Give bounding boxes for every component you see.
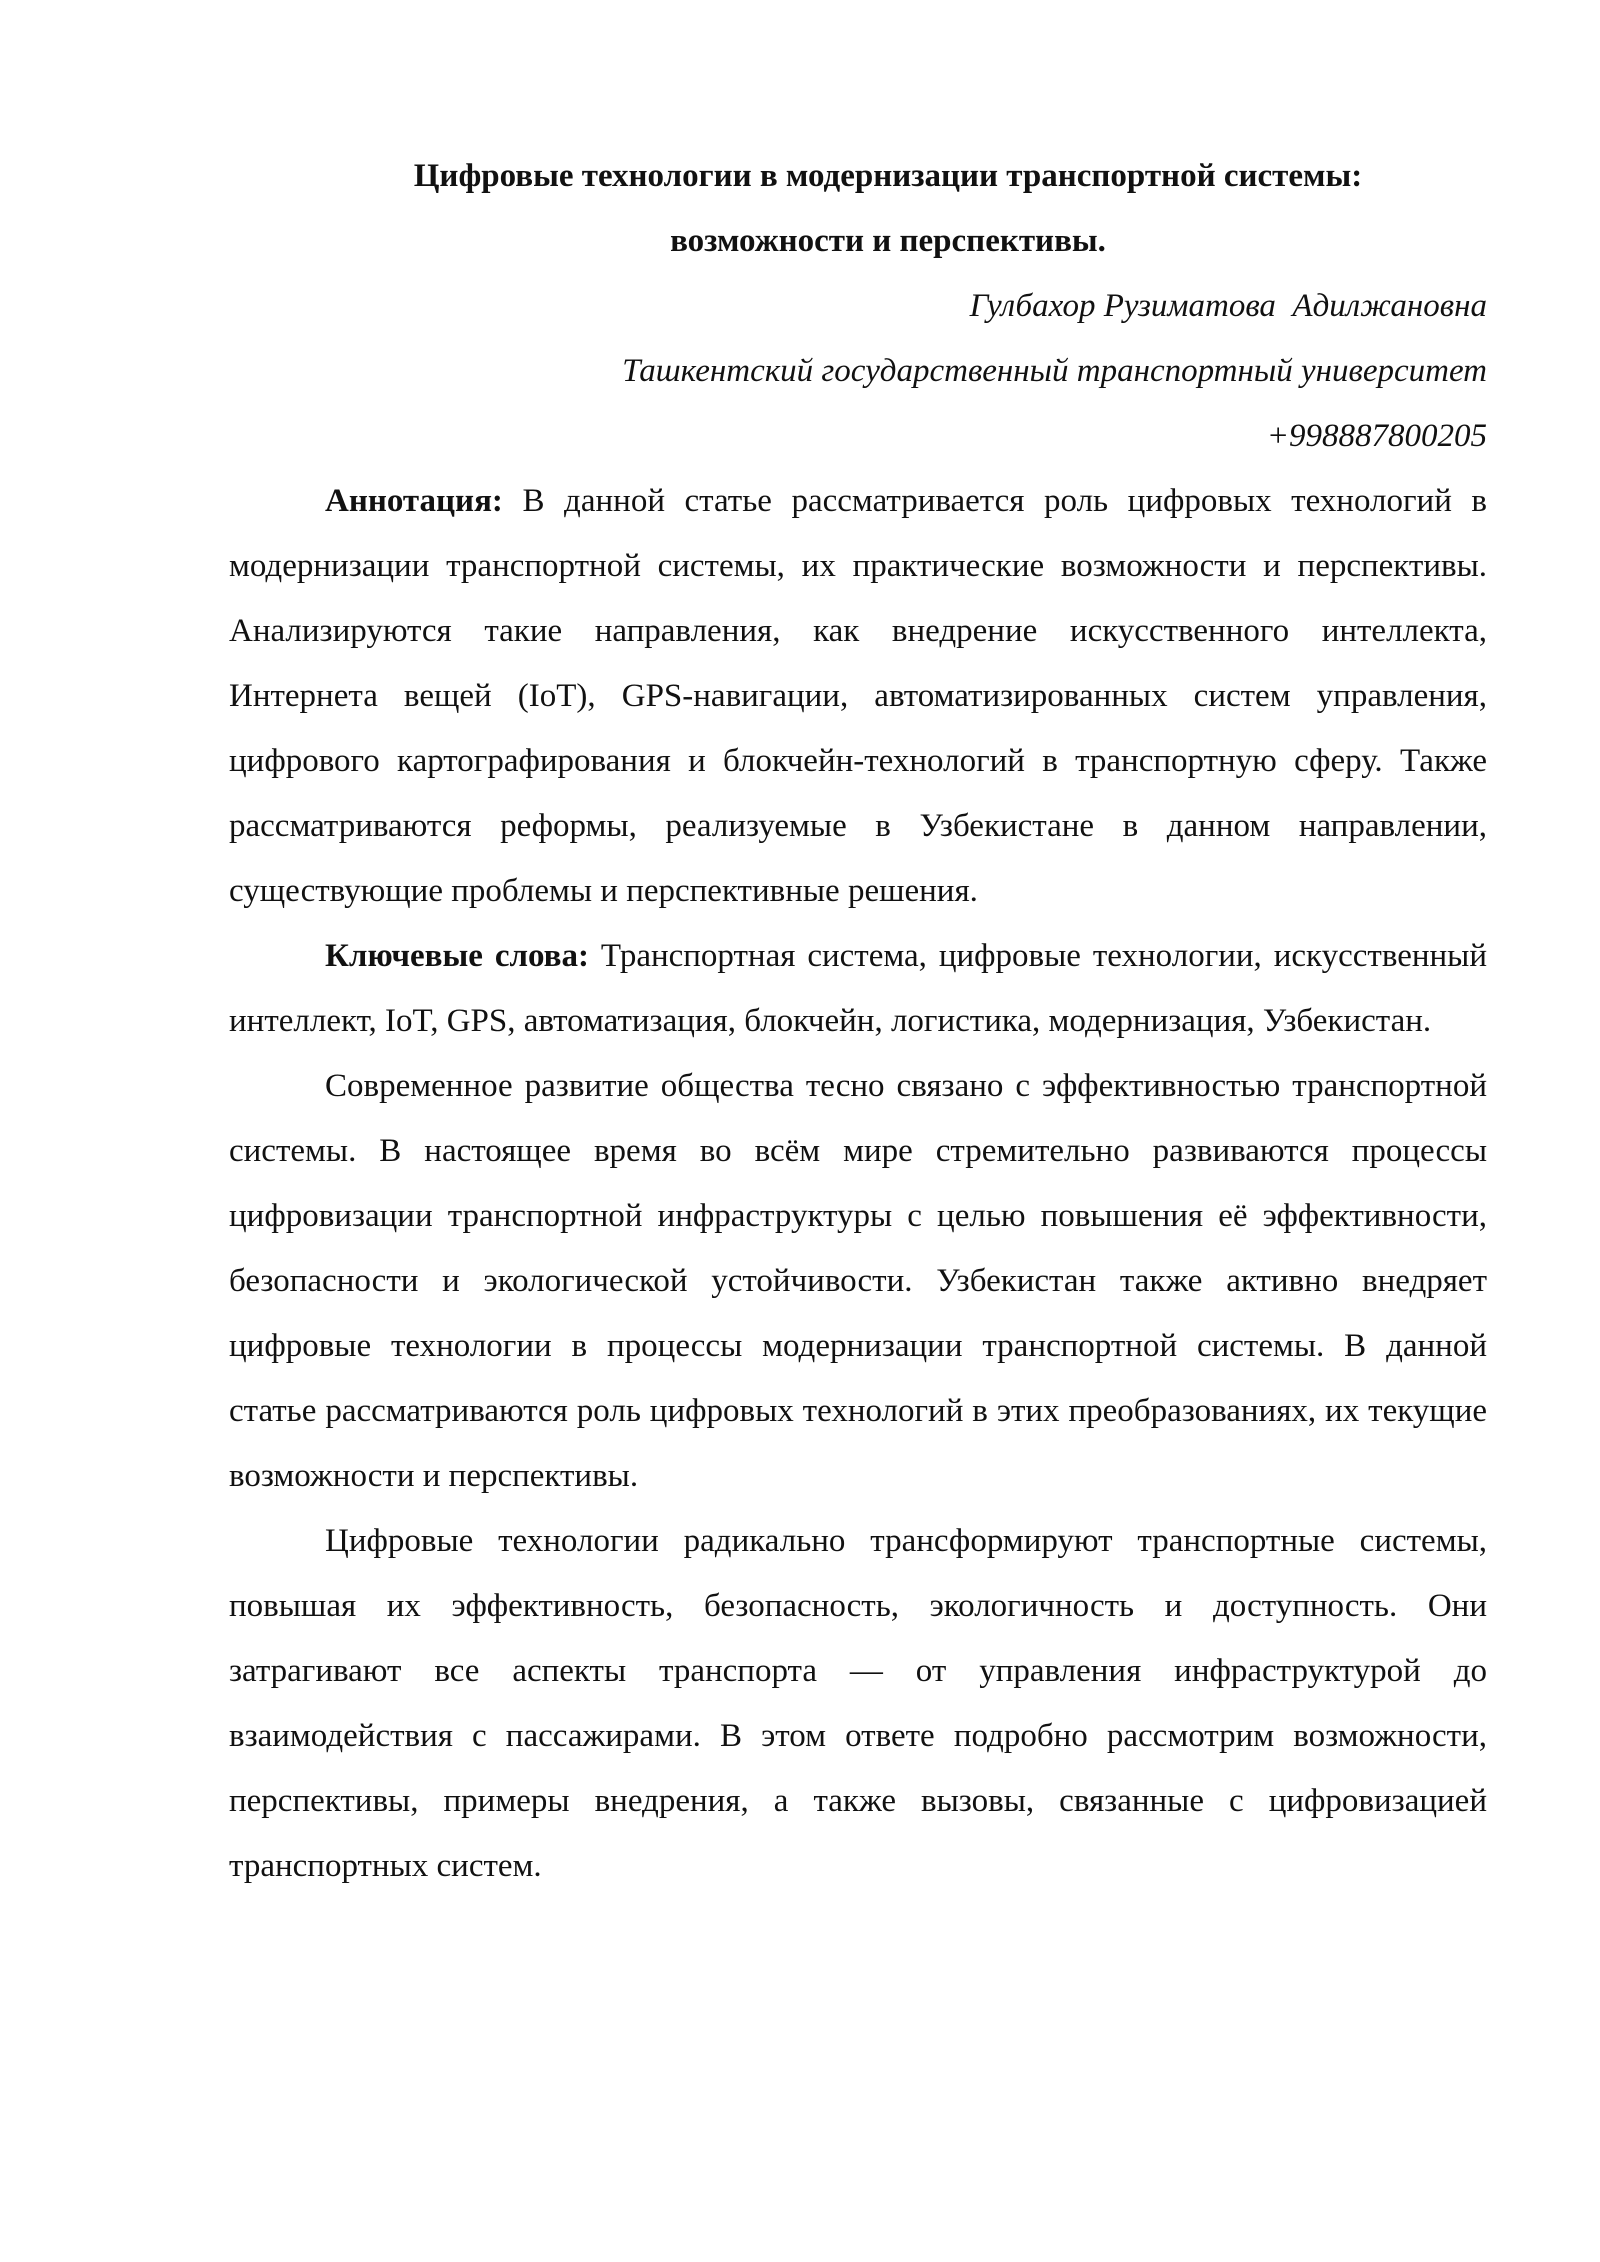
- author-affiliation: Ташкентский государственный транспортный университет: [622, 353, 1487, 389]
- title-line-1: Цифровые технологии в модернизации транспортной системы:: [413, 158, 1363, 194]
- abstract-label: Аннотация:: [325, 483, 503, 519]
- title-line-2: возможности и перспективы.: [670, 223, 1106, 259]
- author-name: Гулбахор Рузиматова Адилжановна: [969, 288, 1487, 324]
- abstract-text: В данной статье рассматривается роль цифровых технологий в модернизации транспортной системы, их практические возможности и перспективы. Анализируются такие направления, как внедрение искусственного интеллекта, Интернета вещей (IoT), GPS-навигации, автоматизированных систем управления, цифрового картографирования и блокчейн-технологий в транспортную сферу. Также рассматриваются реформы, реализуемые в Узбекистане в данном направлении, существующие проблемы и перспективные решения.: [229, 483, 1487, 909]
- body-paragraph-2: Цифровые технологии радикально трансформируют транспортные системы, повышая их эффективность, безопасность, экологичность и доступность. Они затрагивают все аспекты транспорта — от управления инфраструктурой до взаимодействия с пассажирами. В этом ответе подробно рассмотрим возможности, перспективы, примеры внедрения, а также вызовы, связанные с цифровизацией транспортных систем.: [229, 1523, 1487, 1884]
- abstract-paragraph: [229, 469, 1487, 924]
- keywords-paragraph: [229, 924, 1487, 1054]
- author-phone: +998887800205: [1266, 418, 1487, 454]
- body-paragraph-1: Современное развитие общества тесно связано с эффективностью транспортной системы. В настоящее время во всём мире стремительно развиваются процессы цифровизации транспортной инфраструктуры с целью повышения её эффективности, безопасности и экологической устойчивости. Узбекистан также активно внедряет цифровые технологии в процессы модернизации транспортной системы. В данной статье рассматриваются роль цифровых технологий в этих преобразованиях, их текущие возможности и перспективы.: [229, 1068, 1487, 1494]
- keywords-label: Ключевые слова:: [325, 938, 589, 974]
- document-content: [229, 144, 1487, 1899]
- keywords-text: Транспортная система, цифровые технологии, искусственный интеллект, IoT, GPS, автоматизация, блокчейн, логистика, модернизация, Узбекистан.: [229, 938, 1488, 1039]
- document-title: [229, 144, 1487, 274]
